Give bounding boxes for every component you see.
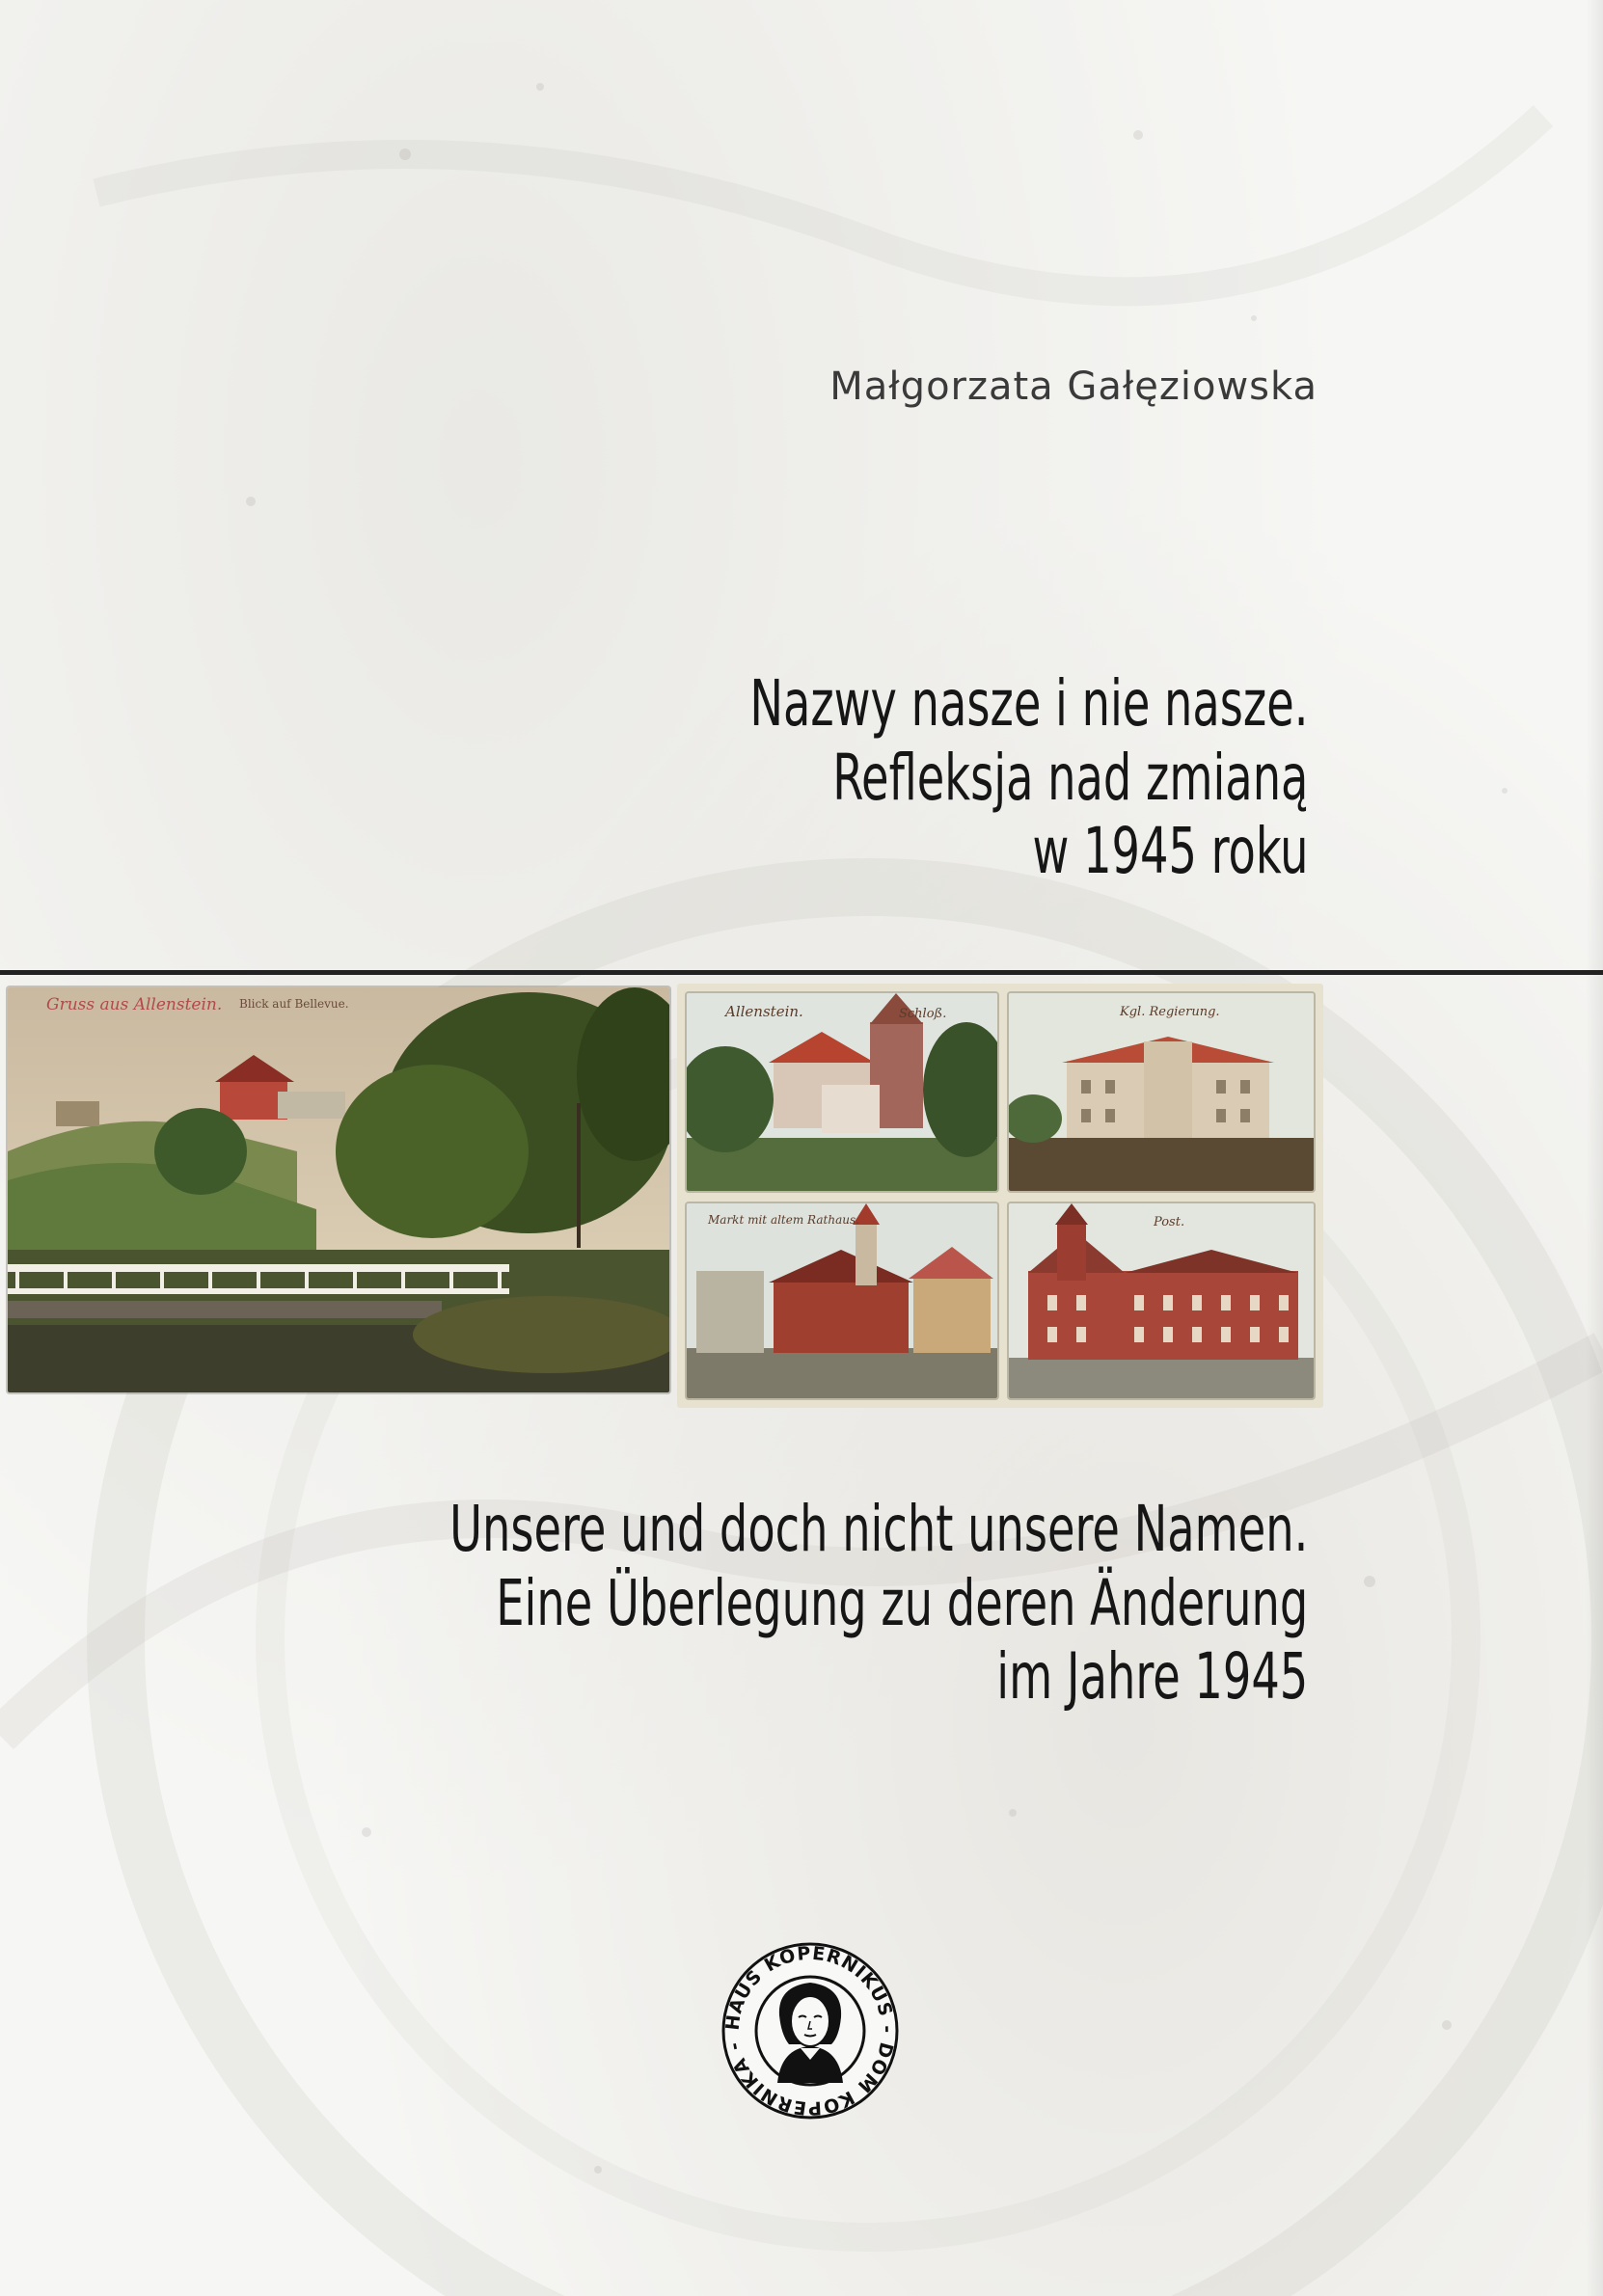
title-german-line-3: im Jahre 1945 [995,1639,1308,1715]
title-polish [592,667,1308,889]
title-polish-line-3: w 1945 roku [1032,814,1308,889]
title-polish-line-2: Refleksja nad zmianą [831,740,1308,815]
panel-caption-castle: Schloß. [899,1007,947,1021]
title-german [207,1493,1308,1715]
copernicus-portrait-icon [777,1983,843,2083]
author-name: Małgorzata Gałęziowska [829,365,1318,409]
divider-line [0,970,1603,975]
postcard-panel-market [687,1203,997,1398]
panel-caption-post: Post. [1154,1215,1185,1229]
postcard-caption-greeting: Gruss aus Allenstein. [46,995,223,1014]
panel-caption-government: Kgl. Regierung. [1120,1005,1220,1019]
title-polish-line-1: Nazwy nasze i nie nasze. [748,666,1308,741]
panel-caption-town: Allenstein. [725,1003,803,1020]
postcard-panel-castle [687,993,997,1191]
postcard-panel-post [1009,1203,1314,1398]
publisher-seal-logo [720,1940,901,2121]
seal-text: HAUS KOPERNIKUS - DOM KOPERNIKA - [721,1942,899,2120]
postcard-caption-place: Blick auf Bellevue. [239,997,349,1011]
page-edge-shadow [1586,0,1603,2296]
title-german-line-2: Eine Überlegung zu deren Änderung [495,1565,1308,1640]
title-german-line-1: Unsere und doch nicht unsere Namen. [448,1492,1308,1566]
postcard-bellevue [8,987,669,1392]
postcard-panel-government [1009,993,1314,1191]
panel-caption-market: Markt mit altem Rathaus. [708,1213,859,1227]
